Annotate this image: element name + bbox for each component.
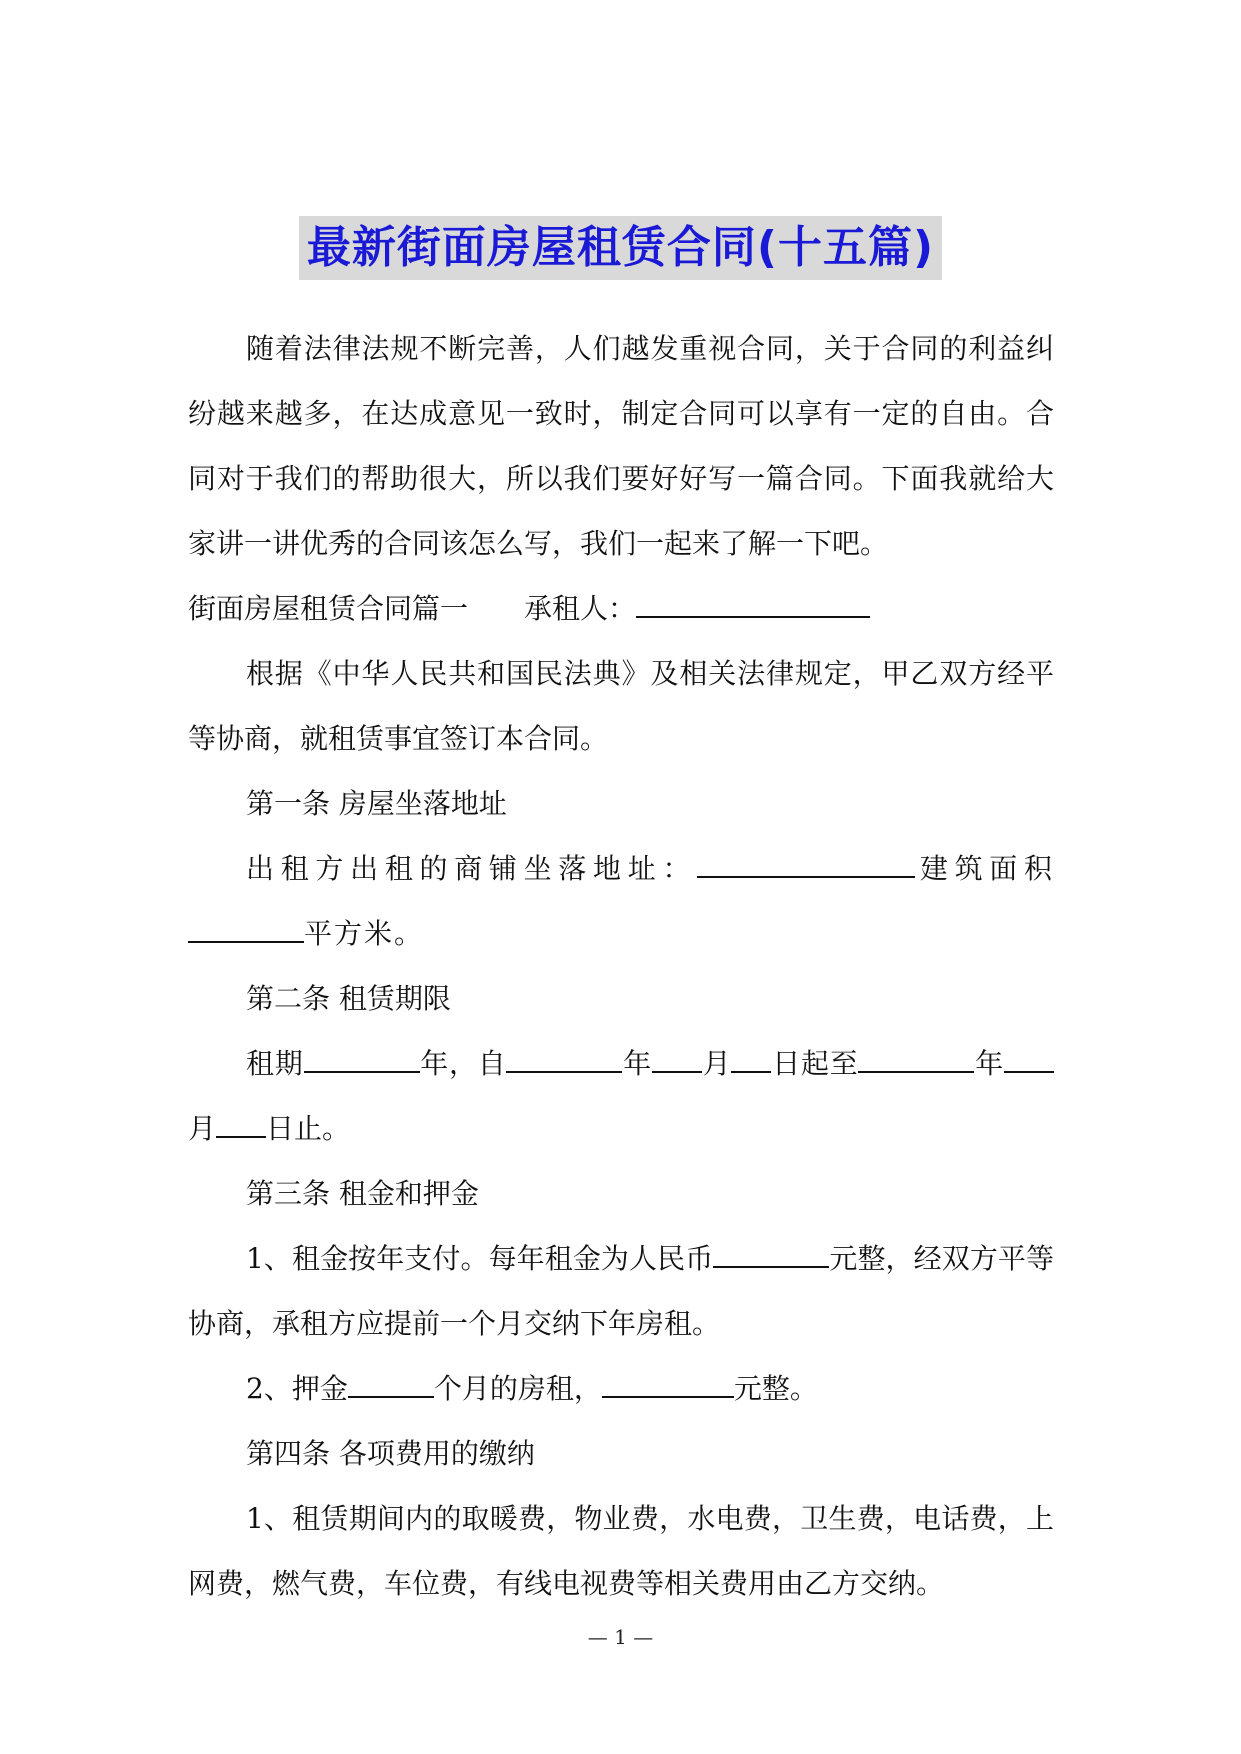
article-2-body: 租期 年，自 年 月 日起至 年月 日止。 [188,1031,1054,1161]
lessee-label: 承租人： [524,592,637,625]
document-title: 最新街面房屋租赁合同(十五篇) [299,216,942,280]
title-container [0,216,1241,280]
lessee-blank [636,590,870,618]
deposit-amount-blank [602,1370,734,1398]
article-1-title: 第一条 房屋坐落地址 [246,787,507,820]
area-blank [188,915,304,943]
intro-paragraph: 随着法律法规不断完善，人们越发重视合同，关于合同的利益纠纷越来越多，在达成意见一致时，制定合同可以享有一定的自由。合同对于我们的帮助很大，所以我们要好好写一篇合同。下面我就给大家讲一讲优秀的合同该怎么写，我们一起来了解一下吧。 [188,332,1054,560]
start-day-blank [731,1045,771,1073]
article-4-title: 第四条 各项费用的缴纳 [246,1437,535,1470]
page-number: — 1 — [587,1625,654,1649]
section-heading-line [188,576,1054,641]
document-body [188,316,1054,1616]
start-month-blank [652,1045,702,1073]
article-4-item-1: 1、租赁期间内的取暖费，物业费，水电费，卫生费，电话费，上网费，燃气费，车位费，有线电视费等相关费用由乙方交纳。 [188,1502,1054,1600]
address-blank [697,850,915,878]
end-month-blank [1004,1045,1054,1073]
article-1-body: 出租方出租的商铺坐落地址： 建筑面积平方米。 [188,836,1054,966]
term-years-blank [304,1045,420,1073]
section-heading: 街面房屋租赁合同篇一 [188,592,469,625]
start-year-blank [506,1045,622,1073]
article-2-title: 第二条 租赁期限 [246,982,451,1015]
end-year-blank [858,1045,974,1073]
end-day-blank [216,1110,266,1138]
article-3-item-2: 2、押金 个月的房租， 元整。 [246,1372,818,1405]
deposit-months-blank [348,1370,434,1398]
annual-rent-blank [713,1240,829,1268]
basis-paragraph: 根据《中华人民共和国民法典》及相关法律规定，甲乙双方经平等协商，就租赁事宜签订本合同。 [188,657,1054,755]
article-3-item-1: 1、租金按年支付。每年租金为人民币 元整，经双方平等协商，承租方应提前一个月交纳下年房租。 [188,1242,1054,1340]
article-3-title: 第三条 租金和押金 [246,1177,479,1210]
